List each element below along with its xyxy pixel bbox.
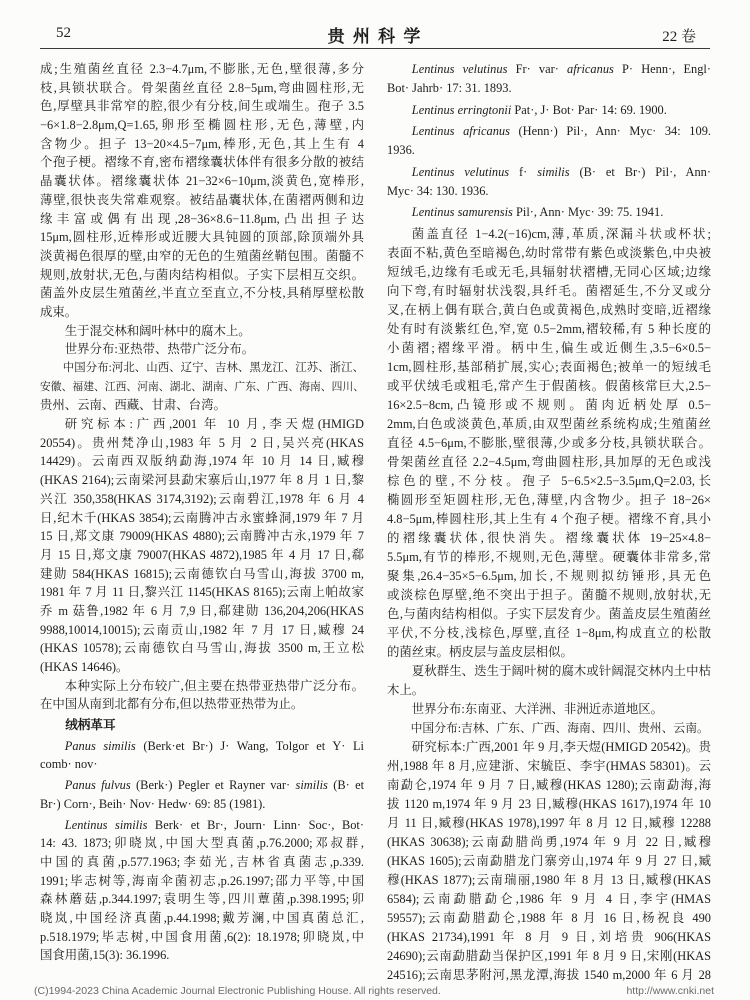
text-line: [387, 122, 711, 141]
text-line: (HKAS 1605);云南勐腊龙门寨旁山,1974 年 9 月 27 日,臧: [387, 853, 711, 868]
latin-name: similis: [295, 778, 328, 793]
text-line: 规则,放射状,无色,与菌肉结构相似。子实下层相互交织。: [40, 267, 364, 282]
footer-watermark: [34, 984, 714, 998]
text-line: 的褶缘囊状体,很快消失。褶缘囊状体 19−25×4.8−: [387, 530, 711, 545]
text-line: 本种实际上分布较广,但主要在热带亚热带广泛分布。: [64, 678, 364, 693]
text-line: 菌盖外皮层生殖菌丝,半直立至直立,不分枝,具稍厚壁松散: [40, 286, 364, 301]
text-line: 14: 43. 1873;卯晓岚,中国大型真菌,p.76.2000;邓叔群,: [40, 836, 364, 851]
text-line: 薄壁,很快丧失常难观察。被结晶囊状体,在菌褶两侧和边: [40, 192, 364, 207]
text-line: [40, 776, 364, 795]
paragraph: [40, 359, 364, 415]
synonym-entry: [387, 101, 711, 120]
latin-name: Panus similis: [64, 738, 136, 753]
citation-text: P· Henn·, Engl·: [613, 62, 711, 76]
left-column: [40, 60, 364, 980]
text-line: 州,1988 年 8 月,应建浙、宋毓臣、李宇(HMAS 58301)。云: [387, 758, 711, 773]
text-line: 中国的真菌,p.577.1963;李茹光,吉林省真菌志,p.339.: [40, 854, 364, 869]
text-line: 平伏,不分枝,浅棕色,厚壁,直径 1−8μm,构成直立的松散: [387, 625, 711, 640]
text-line: 研究标本:广西,2001 年 10 月,李天煜(HMIGD: [64, 417, 364, 432]
paragraph: [40, 415, 364, 677]
text-line: 色,厚壁具非常窄的腔,很少有分枝,间生或端生。孢子 3.5: [40, 99, 364, 114]
text-line: 表面不粘,黄色至暗褐色,幼时常带有紫色或淡紫色,中央被: [387, 245, 711, 260]
text-line: 1981 年 7 月 11 日,黎兴江 1145(HKAS 8165);云南上帕故家: [40, 585, 364, 600]
text-line: 1991;毕志树等,海南伞菌初志,p.26.1997;邵力平等,中国: [40, 873, 364, 888]
text-line: (HKAS 14646)。: [40, 660, 129, 674]
text-line: 1cm,圆柱形,基部稍扩展,实心;表面褐色;被单一的短绒毛: [387, 359, 711, 374]
text-line: 中国分布:吉林、广东、广西、海南、四川、贵州、云南。: [410, 720, 709, 735]
text-line: 世界分布:东南亚、大洋洲、非洲近赤道地区。: [411, 701, 664, 716]
text-line: comb· nov·: [40, 757, 98, 772]
text-line: (HKAS 2164);云南梁河县勐宋寨后山,1977 年 8 月 1 日,黎: [40, 473, 364, 488]
text-line: 世界分布:亚热带、热带广泛分布。: [64, 342, 255, 357]
text-line: Br·) Corn·, Beih· Nov· Hedw· 69: 85 (1981).: [40, 796, 266, 811]
text-line: 中国分布:河北、山西、辽宁、吉林、黑龙江、江苏、浙江、: [62, 362, 364, 374]
text-line: 安徽、福建、江西、河南、湖北、湖南、广东、广西、海南、四川、: [40, 380, 364, 393]
text-line: [387, 203, 711, 222]
text-line: 24690);云南勐腊勐当保护区,1991 年 8 月 9 日,宋刚(HKAS: [387, 948, 711, 963]
latin-name: Lentinus samurensis: [411, 205, 513, 219]
synonym-entry: [387, 122, 711, 160]
paragraph: [387, 700, 711, 719]
paragraph: [40, 60, 364, 322]
text-line: 成;生殖菌丝直径 2.3−4.7μm,不膨胀,无色,壁很薄,多分: [40, 62, 364, 76]
text-line: 59557);云南勐腊勐仑,1988 年 8 月 16 日,杨祝良 490: [387, 910, 711, 925]
text-line: (HKAS 21734),1991 年 8 月 9 日,刘培贵 906(HKAS: [387, 929, 711, 944]
latin-name: Panus fulvus: [64, 778, 131, 793]
citation-text: Pil·, Ann· Myc· 39: 75. 1941.: [512, 205, 664, 219]
text-line: 晓岚,中国经济真菌,p.44.1998;戴芳澜,中国真菌总汇,: [40, 910, 364, 925]
text-line: [40, 816, 364, 835]
text-line: 枝,具锁状联合。骨架菌丝直径 2.8−5μm,弯曲圆柱形,无: [40, 80, 364, 95]
latin-name: Lentinus africanus: [411, 124, 510, 138]
text-line: 5.5μm,有节的棒形,不规则,无色,薄壁。硬囊体非常多,常: [387, 549, 711, 564]
paragraph: [387, 225, 711, 662]
text-line: 南勐仑,1974 年 9 月 7 日,臧穆(HKAS 1280);云南勐海,海: [387, 777, 711, 792]
text-line: 建勋 584(HKAS 16815);云南德钦白马雪山,海拔 3700 m,: [40, 566, 364, 581]
text-line: 14429)。云南西双版纳勐海,1974 年 10 月 14 日,臧穆: [40, 454, 364, 469]
text-line: Bot· Jahrb· 17: 31. 1893.: [387, 81, 512, 95]
header-rule: [40, 48, 710, 49]
paragraph: [387, 662, 711, 700]
synonym-entry: [40, 816, 364, 966]
citation-text: f·: [509, 164, 538, 179]
text-line: 叉,在柄上偶有联合,黄白色或黄褐色,成熟时变暗,近褶缘: [387, 302, 711, 317]
text-line: p.518.1979;毕志树,中国食用菌,6(2): 18.1978;卯晓岚,中: [40, 929, 364, 944]
species-heading: 绒柄革耳: [65, 718, 116, 733]
text-line: [387, 163, 711, 182]
paragraph: [387, 719, 711, 738]
text-line: 小菌褶;褶缘平滑。柄中生,偏生或近侧生,3.5−6×0.5−: [387, 340, 711, 355]
text-line: 15 日,郑文康 79009(HKAS 4880);云南腾冲古永,1979 年 7: [40, 529, 364, 544]
text-line: 兴江 350,358(HKAS 3174,3192);云南碧江,1978 年 6 月 4: [40, 491, 364, 506]
synonym-entry: [387, 60, 711, 98]
text-line: 4.8−5μm,棒圆柱形,其上生有 4 个孢子梗。褶缘不育,具小: [387, 511, 711, 526]
text-line: 夏秋群生、迭生于阔叶树的腐木或针阔混交林内土中枯: [411, 663, 711, 678]
text-line: 直径 4.5−6μm,不膨胀,壁很薄,少或多分枝,具锁状联合。: [387, 435, 711, 450]
right-column: [387, 60, 711, 990]
text-line: 国食用菌,15(3): 36.1996.: [40, 948, 170, 963]
citation-text: Pat·, J· Bot· Par· 14: 69. 1900.: [511, 102, 667, 117]
citation-text: Fr· var·: [507, 62, 568, 76]
synonym-entry: [40, 776, 364, 813]
citation-text: (B· et: [327, 778, 364, 793]
paragraph: [387, 738, 711, 985]
text-line: 棕色的壁,不分枝。孢子 5−6.5×2.5−3.5μm,Q=2.03,长: [387, 473, 711, 488]
synonym-entry: [40, 737, 364, 774]
latin-name: similis: [537, 164, 570, 179]
text-line: [40, 737, 364, 756]
text-line: 生于混交林和阔叶林中的腐木上。: [64, 323, 251, 338]
text-line: 骨架菌丝直径 2.2−4.5μm,弯曲圆柱形,具加厚的无色或浅: [387, 454, 711, 469]
citation-text: (Berk·) Pegler et Rayner var·: [130, 778, 296, 793]
paragraph: [40, 340, 364, 359]
text-line: 椭圆形至矩圆柱形,无色,薄壁,内含物少。担子 18−26×: [387, 492, 711, 507]
text-line: (HKAS 10578);云南德钦白马雪山,海拔 3500 m,王立松: [40, 641, 364, 656]
latin-name: africanus: [567, 62, 614, 76]
paragraph: [40, 322, 364, 341]
citation-text: Berk· et Br·, Journ· Linn· Soc·, Bot·: [147, 817, 364, 832]
journal-title: 贵 州 科 学: [327, 27, 423, 46]
text-line: 向下弯,有时辐射状浅裂,具纤毛。菌褶延生,不分叉或分: [387, 283, 711, 298]
text-line: 乔 m 菇鲁,1982 年 6 月 7,9 日,郗建勋 136,204,206(HKAS: [40, 603, 364, 618]
latin-name: Lentinus similis: [64, 817, 148, 832]
text-line: 个孢子梗。褶缘不育,密布褶缘囊状体伴有很多分散的被结: [40, 155, 364, 170]
text-line: 拔 1120 m,1974 年 9 月 23 日,臧穆(HKAS 1617),1974 年 10: [387, 796, 711, 811]
text-line: 24516);云南思茅附河,黑龙潭,海拔 1540 m,2000 年 6 月 28: [387, 967, 711, 982]
citation-text: (Berk·et Br·) J· Wang, Tolgor et Y· Li: [135, 738, 364, 753]
text-line: 研究标本:广西,2001 年 9 月,李天煜(HMIGD 20542)。贵: [411, 739, 711, 754]
text-line: 成束。: [40, 304, 78, 319]
text-line: 月 15 日,郑文康 79007(HKAS 4872),1985 年 4 月 17 日,郗: [40, 547, 364, 562]
citation-text: (Henn·) Pil·, Ann· Myc· 34: 109.: [509, 124, 711, 138]
footer-url: http://www.cnki.net: [626, 985, 714, 997]
text-line: 1936.: [387, 143, 415, 157]
text-line: 贵州、云南、西藏、甘肃、台湾。: [40, 398, 226, 413]
text-line: 聚集,26.4−35×5−6.5μm,加长,不规则拟纺锤形,具无色: [387, 568, 711, 583]
paragraph: [40, 677, 364, 714]
text-line: 含物少。担子 13−20×4.5−7μm,棒形,无色,其上生有 4: [40, 136, 364, 151]
text-line: 15μm,圆柱形,近棒形或近腰大具钝圆的顶部,除顶端外具: [40, 230, 364, 245]
text-line: 2mm,白色或淡黄色,革质,由双型菌丝系统构成;生殖菌丝: [387, 416, 711, 431]
text-line: 在中国从南到北都有分布,但以热带亚热带为止。: [40, 697, 304, 712]
text-line: 或淡棕色厚壁,绝不突出于担子。菌髓不规则,放射状,无: [387, 587, 711, 602]
citation-text: (B· et Br·) Pil·, Ann·: [569, 164, 711, 179]
text-line: 6584);云南勐腊勐仑,1986 年 9 月 4 日,李宇(HMAS: [387, 891, 711, 906]
text-line: 的菌丝束。柄皮层与盖皮层相似。: [387, 644, 573, 659]
text-line: [387, 101, 711, 120]
text-line: 日,纪木千(HKAS 3854);云南腾冲古永蜜蜂洞,1979 年 7 月: [40, 510, 364, 525]
text-line: 木上。: [387, 682, 425, 697]
text-line: (HKAS 30638);云南勐腊尚勇,1974 年 9 月 22 日,臧穆: [387, 834, 711, 849]
text-line: [387, 60, 711, 79]
text-line: 处有时有淡紫红色,窄,宽 0.5−2mm,褶较稀,有 5 种长度的: [387, 321, 711, 336]
running-header: [40, 22, 710, 46]
text-line: 短绒毛,边缘有毛或无毛,具辐射状褶槽,无同心区域;边缘: [387, 264, 711, 279]
text-line: 穆(HKAS 1877);云南瑞丽,1980 年 8 月 13 日,臧穆(HKAS: [387, 872, 711, 887]
text-line: 淡黄褐色很厚的壁,由窄的无色的生殖菌丝鞘包围。菌髓不: [40, 248, 364, 263]
page-number: 52: [56, 25, 71, 41]
text-line: 菌盖直径 1−4.2(−16)cm,薄,革质,深漏斗状或杯状;: [411, 226, 711, 241]
latin-name: Lentinus erringtonii: [411, 102, 512, 117]
text-line: 月 11 日,臧穆(HKAS 1978),1997 年 8 月 12 日,臧穆 12288: [387, 815, 711, 830]
text-line: −6×1.8−2.8μm,Q=1.65,卵形至椭圆柱形,无色,薄壁,内: [40, 118, 364, 133]
text-line: Myc· 34: 130. 1936.: [387, 183, 489, 198]
footer-copyright: (C)1994-2023 China Academic Journal Electronic Publishing House. All rights reserved.: [34, 985, 441, 997]
volume-label: 22 卷: [662, 29, 696, 45]
text-line: 森林蘑菇,p.344.1997;袁明生等,四川蕈菌,p.398.1995;卯: [40, 892, 364, 907]
synonym-entry: [387, 163, 711, 201]
text-line: 缘丰富或偶有出现,28−36×8.6−11.8μm,凸出担子达: [40, 211, 364, 226]
text-line: 或平伏绒毛或粗毛,常产生于假菌核。假菌核常巨大,2.5−: [387, 378, 711, 393]
text-line: 色,与菌肉结构相似。子实下层发育少。菌盖皮层生殖菌丝: [387, 606, 711, 621]
text-line: 晶囊状体。褶缘囊状体 21−32×6−10μm,淡黄色,宽棒形,: [40, 174, 364, 189]
text-line: 20554)。贵州梵净山,1983 年 5 月 2 日,吴兴亮(HKAS: [40, 435, 364, 450]
latin-name: Lentinus velutinus: [411, 62, 508, 76]
text-line: 9988,10014,10015);云南贡山,1982 年 7 月 17 日,臧穆 24: [40, 622, 364, 637]
synonym-entry: [387, 203, 711, 222]
latin-name: Lentinus velutinus: [411, 164, 510, 179]
text-line: 16×2.5−8cm,凸镜形或不规则。菌肉近柄处厚 0.5−: [387, 397, 711, 412]
